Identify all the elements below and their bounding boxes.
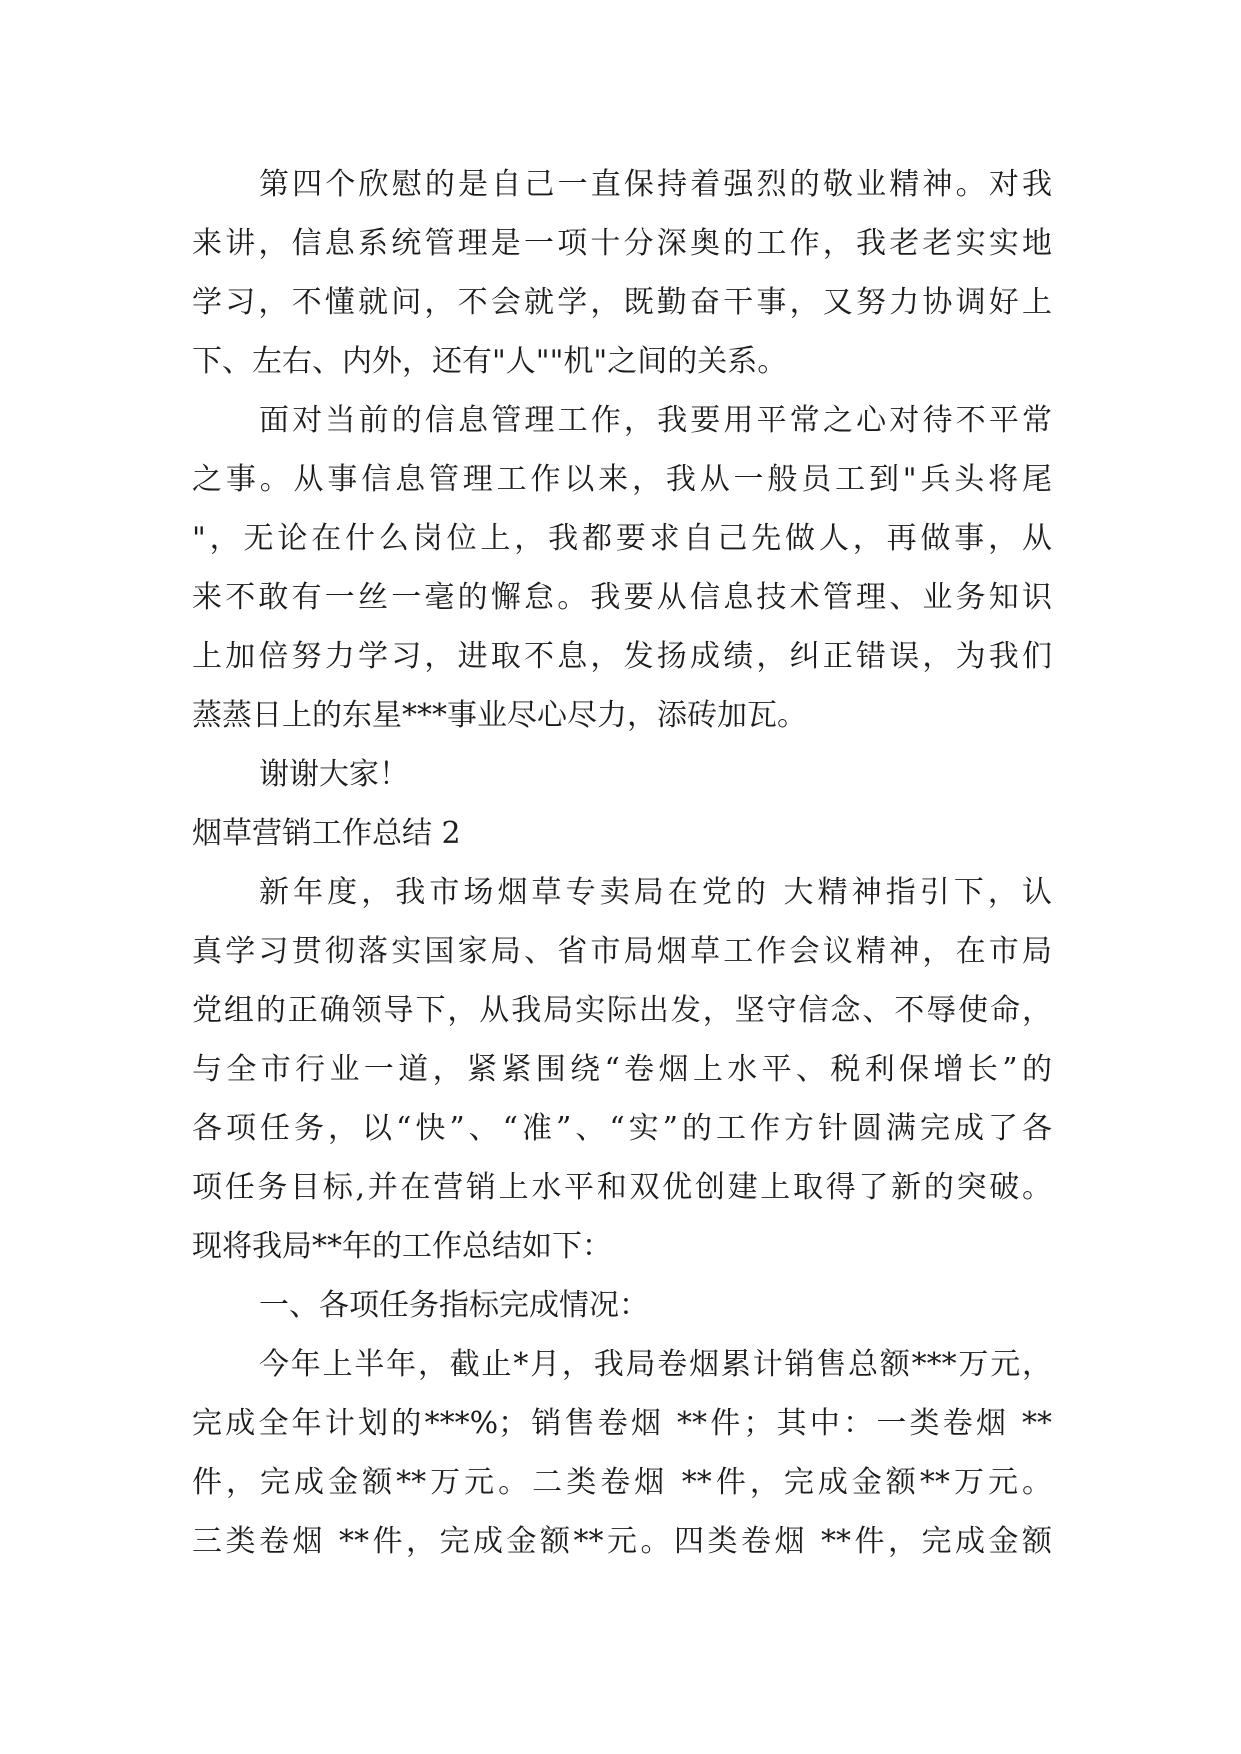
text-line: 之事。从事信息管理工作以来，我从一般员工到"兵头将尾 <box>192 462 1052 497</box>
document-page <box>192 155 1052 1571</box>
subsection-heading <box>192 1276 1052 1335</box>
text-line: 今年上半年，截止*月，我局卷烟累计销售总额***万元， <box>259 1347 1052 1382</box>
text-line: 真学习贯彻落实国家局、省市局烟草工作会议精神，在市局 <box>192 934 1052 969</box>
text-line: 谢谢大家！ <box>259 757 409 792</box>
text-line: 新年度，我市场烟草专卖局在党的 大精神指引下，认 <box>259 875 1052 910</box>
text-line: 与全市行业一道，紧紧围绕“卷烟上水平、税利保增长”的 <box>192 1052 1052 1087</box>
text-line: 一、各项任务指标完成情况： <box>259 1288 649 1323</box>
text-line: 上加倍努力学习，进取不息，发扬成绩，纠正错误，为我们 <box>192 639 1052 674</box>
text-line: 蒸蒸日上的东星***事业尽心尽力，添砖加瓦。 <box>192 698 807 733</box>
text-line: 各项任务，以“快”、“准”、“实”的工作方针圆满完成了各 <box>192 1111 1052 1146</box>
text-line: 第四个欣慰的是自己一直保持着强烈的敬业精神。对我 <box>259 167 1052 202</box>
paragraph-fourth-gratification <box>192 155 1052 391</box>
text-line: 面对当前的信息管理工作，我要用平常之心对待不平常 <box>259 403 1052 438</box>
text-line: 三类卷烟 **件，完成金额**元。四类卷烟 **件，完成金额 <box>192 1524 1052 1559</box>
text-line: 件，完成金额**万元。二类卷烟 **件，完成金额**万元。 <box>192 1465 1052 1500</box>
text-line: "，无论在什么岗位上，我都要求自己先做人，再做事，从 <box>192 521 1052 556</box>
text-line: 来讲，信息系统管理是一项十分深奥的工作，我老老实实地 <box>192 226 1052 261</box>
text-line: 项任务目标,并在营销上水平和双优创建上取得了新的突破。 <box>192 1170 1052 1205</box>
text-line: 完成全年计划的***%；销售卷烟 **件；其中：一类卷烟 ** <box>192 1406 1052 1441</box>
paragraph-thanks <box>192 745 1052 804</box>
paragraph-sales-figures <box>192 1335 1052 1571</box>
paragraph-new-year-summary <box>192 863 1052 1276</box>
text-line: 现将我局**年的工作总结如下： <box>192 1229 612 1264</box>
text-line: 来不敢有一丝一毫的懈怠。我要从信息技术管理、业务知识 <box>192 580 1052 615</box>
text-line: 学习，不懂就问，不会就学，既勤奋干事，又努力协调好上 <box>192 285 1052 320</box>
paragraph-facing-work <box>192 391 1052 745</box>
text-line: 党组的正确领导下，从我局实际出发，坚守信念、不辱使命， <box>192 993 1052 1028</box>
section-title: 烟草营销工作总结 2 <box>192 816 461 851</box>
text-line: 下、左右、内外，还有"人""机"之间的关系。 <box>192 344 788 379</box>
